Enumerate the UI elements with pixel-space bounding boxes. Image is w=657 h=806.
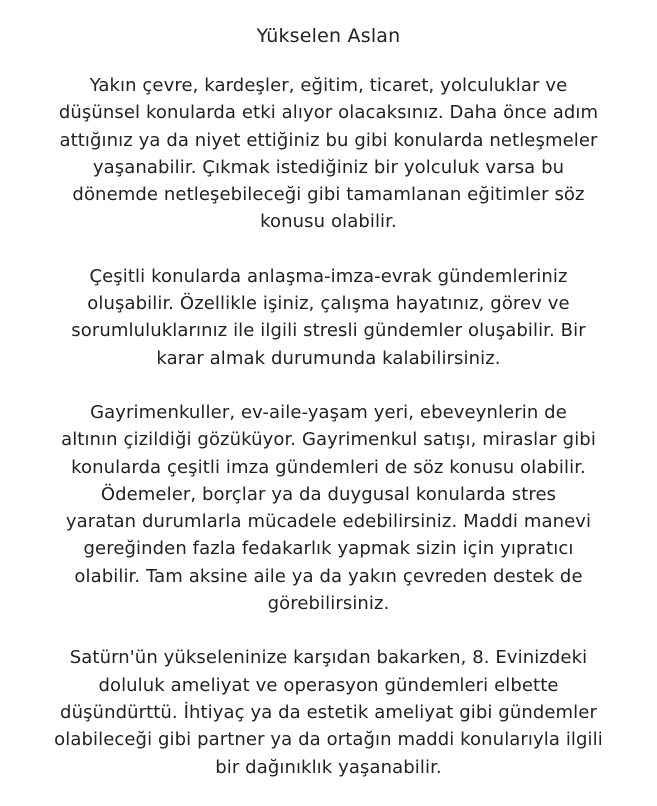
text-line: düşünsel konularda etki alıyor olacaksınız. Daha önce adım: [58, 102, 599, 124]
text-line: konularda çeşitli imza gündemleri de söz konusu olabilir.: [71, 456, 586, 478]
text-line: Gayrimenkuller, ev-aile-yaşam yeri, ebeveynlerin de: [90, 401, 567, 423]
page-title: Yükselen Aslan: [256, 25, 401, 47]
paragraph-home-family: [14, 399, 643, 617]
text-line: düşündürttü. İhtiyaç ya da estetik ameliyat gibi gündemler: [60, 701, 597, 723]
text-line: sorumluluklarınız ile ilgili stresli gündemler oluşabilir. Bir: [71, 320, 586, 342]
text-line: yaşanabilir. Çıkmak istediğiniz bir yolculuk varsa bu: [92, 156, 565, 178]
text-line: bir dağınıklık yaşanabilir.: [215, 756, 442, 778]
text-line: konusu olabilir.: [260, 211, 397, 233]
text-line: Yakın çevre, kardeşler, eğitim, ticaret, yolculuklar ve: [89, 75, 568, 96]
text-line: oluşabilir. Özellikle işiniz, çalışma hayatınız, görev ve: [87, 293, 570, 315]
text-line: dönemde netleşebileceği gibi tamamlanan eğitimler söz: [72, 184, 585, 206]
paragraph-saturn-eighth-house: [14, 644, 643, 780]
text-line: attığınız ya da niyet ettiğiniz bu gibi konularda netleşmeler: [59, 129, 598, 151]
text-line: doluluk ameliyat ve operasyon gündemleri elbette: [98, 674, 559, 696]
text-line: altının çizildiği gözüküyor. Gayrimenkul satışı, miraslar gibi: [61, 429, 596, 451]
text-line: Çeşitli konularda anlaşma-imza-evrak gündemleriniz: [89, 265, 568, 287]
text-line: olabileceği gibi partner ya da ortağın maddi konularıyla ilgili: [54, 729, 603, 751]
text-line: Ödemeler, borçlar ya da duygusal konularda stres: [100, 483, 557, 505]
text-line: gereğinden fazla fedakarlık yapmak sizin için yıpratıcı: [83, 538, 574, 560]
text-line: olabilir. Tam aksine aile ya da yakın çevreden destek de: [74, 565, 583, 587]
paragraph-agreements-work: [14, 263, 643, 372]
text-line: görebilirsiniz.: [267, 593, 390, 615]
text-line: Satürn'ün yükseleninize karşıdan bakarken, 8. Evinizdeki: [69, 647, 588, 669]
paragraph-education-travel: [14, 72, 643, 236]
text-line: karar almak durumunda kalabilirsiniz.: [156, 347, 501, 369]
text-line: yaratan durumlarla mücadele edebilirsiniz. Maddi manevi: [65, 511, 592, 533]
